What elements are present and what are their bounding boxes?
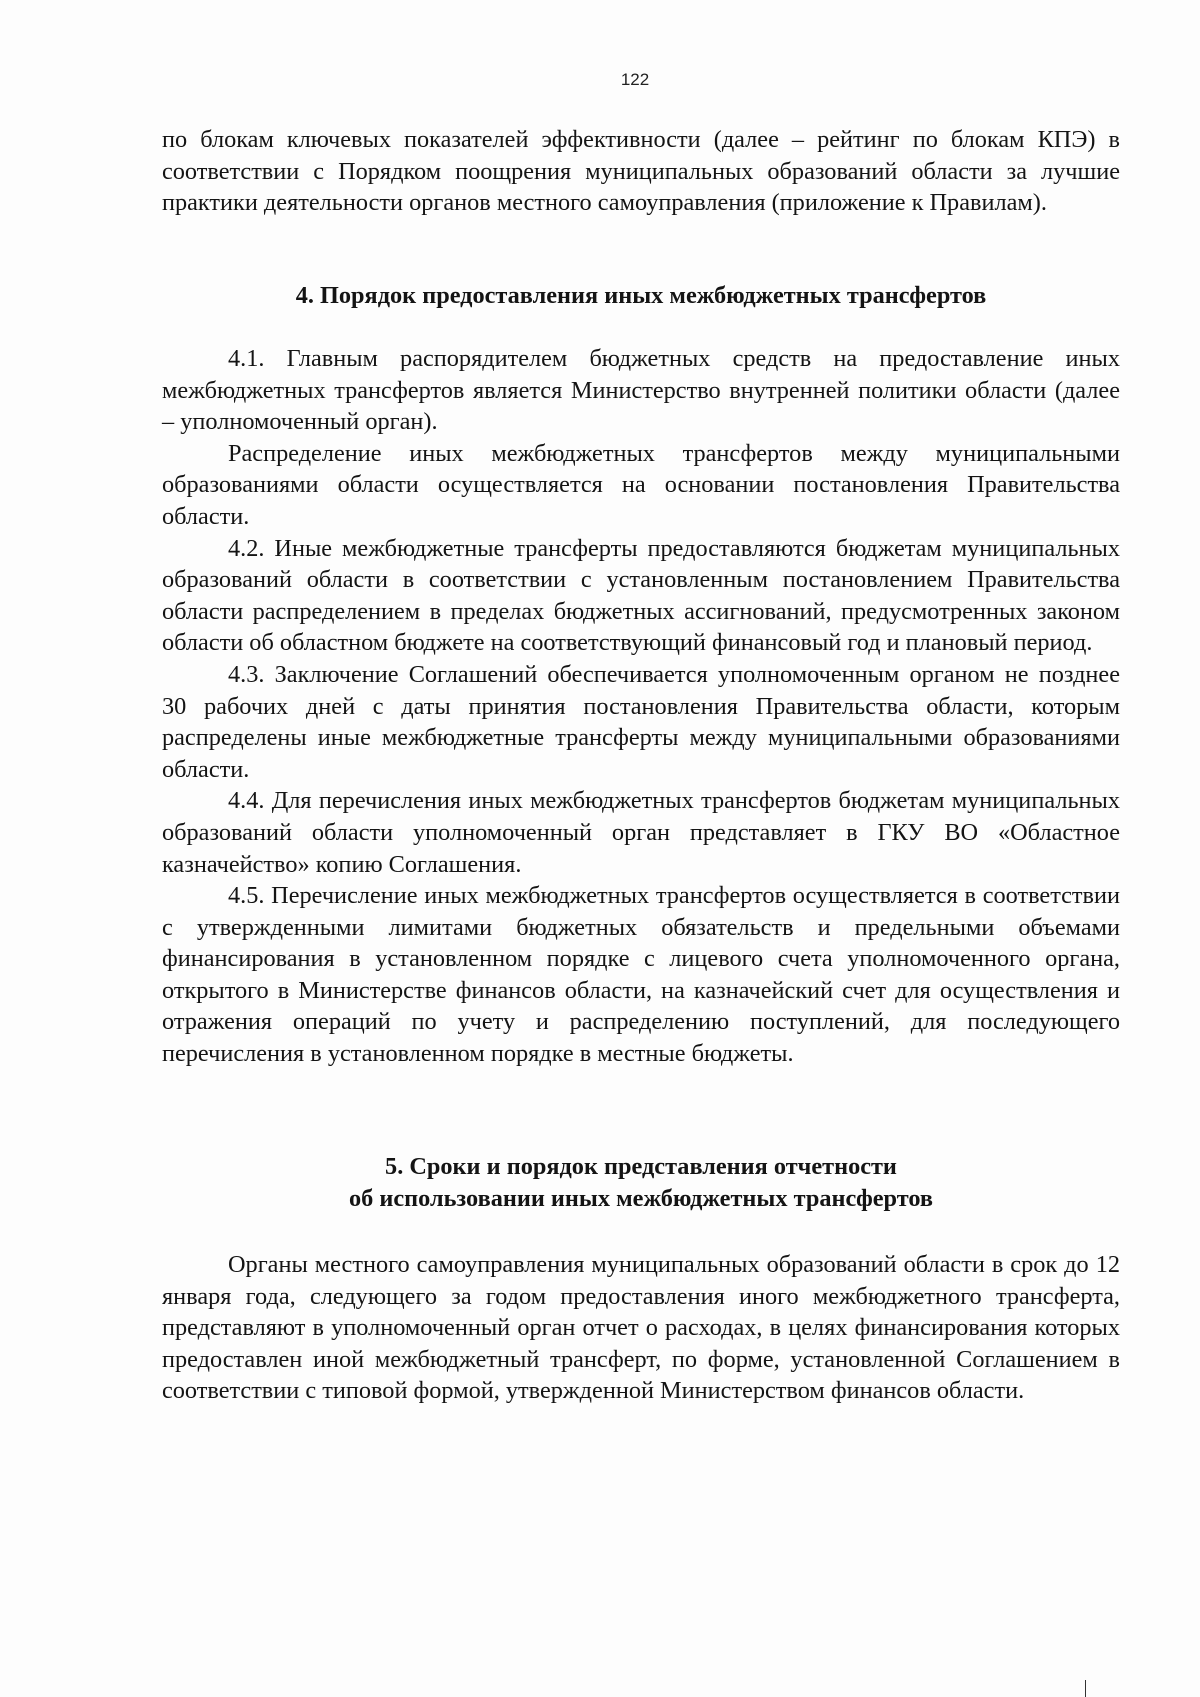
scan-edge-mark — [1085, 1680, 1086, 1697]
intro-paragraph-block — [162, 124, 1120, 219]
paragraph-4-4: 4.4. Для перечисления иных межбюджетных трансфертов бюджетам муниципальных образований области уполномоченный орган представляет в ГКУ ВО «Областное казначейство» копию Соглашения. — [162, 787, 1120, 878]
paragraph-4-3: 4.3. Заключение Соглашений обеспечивается уполномоченным органом не позднее 30 рабочих дней с даты принятия постановления Правительства области, которым распределены иные межбюджетные трансферты между муниципальными образованиями области. — [162, 660, 1120, 783]
intro-paragraph: по блокам ключевых показателей эффективности (далее – рейтинг по блокам КПЭ) в соответствии с Порядком поощрения муниципальных образований области за лучшие практики деятельности органов местного самоуправления (приложение к Правилам). — [162, 126, 1120, 217]
section-5-heading-line-1: 5. Сроки и порядок представления отчетности — [385, 1153, 897, 1180]
paragraph-4-2: 4.2. Иные межбюджетные трансферты предоставляются бюджетам муниципальных образований области в соответствии с установленным постановлением Правительства области распределением в пределах бюджетных ассигнований, предусмотренных законом области об областном бюджете на соответствующий финансовый год и плановый период. — [162, 534, 1120, 657]
section-4-heading: 4. Порядок предоставления иных межбюджетных трансфертов — [295, 282, 987, 309]
page-number: 122 — [620, 70, 650, 89]
paragraph-4-1-distribution: Распределение иных межбюджетных трансфертов между муниципальными образованиями области осуществляется на основании постановления Правительства области. — [162, 439, 1120, 530]
paragraph-5-report: Органы местного самоуправления муниципальных образований области в срок до 12 января года, следующего за годом предоставления иного межбюджетного трансферта, представляют в уполномоченный орган отчет о расходах, в целях финансирования которых предоставлен иной межбюджетный трансферт, по форме, установленной Соглашением в соответствии с типовой формой, утвержденной Министерством финансов области. — [162, 1251, 1120, 1405]
paragraph-4-5: 4.5. Перечисление иных межбюджетных трансфертов осуществляется в соответствии с утвержденными лимитами бюджетных обязательств и предельными объемами финансирования в установленном порядке с лицевого счета уполномоченного органа, открытого в Министерстве финансов области, на казначейский счет для осуществления и отражения операций по учету и распределению поступлений, для последующего перечисления в установленном порядке в местные бюджеты. — [162, 882, 1120, 1068]
section-5-body — [162, 1249, 1120, 1407]
section-5-heading-line-2: об использовании иных межбюджетных трансфертов — [348, 1184, 934, 1212]
paragraph-4-1: 4.1. Главным распорядителем бюджетных средств на предоставление иных межбюджетных трансфертов является Министерство внутренней политики области (далее – уполномоченный орган). — [162, 345, 1120, 436]
section-4-body — [162, 343, 1120, 1070]
section-5-heading — [162, 1151, 1120, 1214]
